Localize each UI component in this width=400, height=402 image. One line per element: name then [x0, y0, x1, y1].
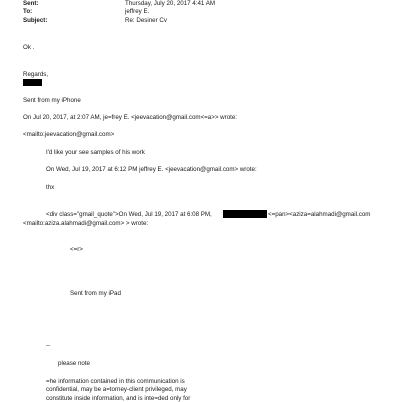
- sent-label: Sent:: [23, 0, 39, 7]
- quote-intro-1: On Jul 20, 2017, at 2:07 AM, je=frey E. <jeevacation@gmail.com<=a>> wrote:: [23, 114, 238, 121]
- br-tag-text: <=r>: [70, 246, 83, 253]
- quote-intro-2: On Wed, Jul 19, 2017 at 6:12 PM jeffrey E. <jeevacation@gmail.com> wrote:: [46, 166, 257, 173]
- signature-iphone: Sent from my iPhone: [23, 97, 81, 104]
- reply-text: Ok .: [23, 44, 35, 51]
- sent-value: Thursday, July 20, 2017 4:41 AM: [125, 0, 215, 7]
- disclaimer-line: constitute inside information, and is inte=ded only for: [46, 395, 191, 402]
- quote-intro-3-end: <=pan><aziza=alahmadi@gmail.com: [268, 211, 371, 218]
- redaction-bar: [23, 79, 42, 86]
- quote-mailto-3: <mailto:aziza.alahmadi@gmail.com> > wrote:: [23, 220, 149, 227]
- subject-value: Re: Desiner Cv: [125, 17, 167, 24]
- subject-label: Subject:: [23, 17, 48, 24]
- regards-text: Regards,: [23, 71, 49, 78]
- signature-ipad: Sent from my iPad: [70, 290, 121, 297]
- to-value: jeffrey E.: [125, 8, 150, 15]
- request-text: I'd like your see samples of his work: [46, 149, 145, 156]
- separator-dashes: --: [46, 342, 51, 349]
- redaction-bar: [223, 210, 267, 218]
- quote-intro-3-start: <div class="gmail_quote">On Wed, Jul 19, 2017 at 6:08 PM,: [46, 211, 212, 218]
- disclaimer-line: confidential, may be a=torney-client privileged, may: [46, 386, 187, 393]
- to-label: To:: [23, 8, 33, 15]
- quote-mailto-1: <mailto:jeevacation@gmail.com>: [23, 131, 115, 138]
- thanks-text: thx: [46, 184, 55, 191]
- disclaimer-line: =he information contained in this communication is: [46, 378, 185, 385]
- please-note-text: please note: [58, 360, 90, 367]
